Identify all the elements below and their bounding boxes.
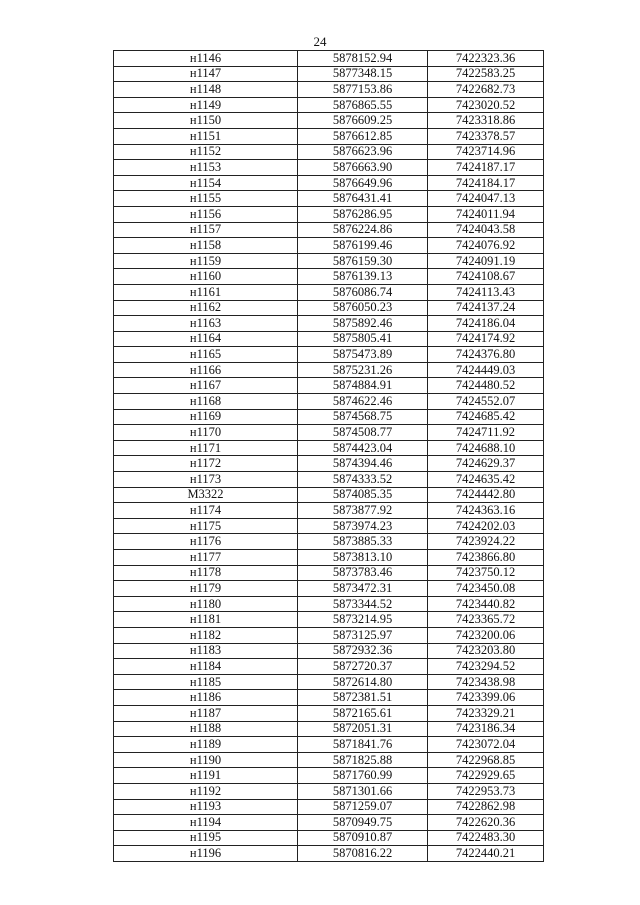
point-id-cell: н1161	[114, 284, 298, 300]
x-coordinate-cell: 5874884.91	[298, 378, 428, 394]
x-coordinate-cell: 5876139.13	[298, 269, 428, 285]
x-coordinate-cell: 5872720.37	[298, 659, 428, 675]
x-coordinate-cell: 5876199.46	[298, 238, 428, 254]
y-coordinate-cell: 7422682.73	[428, 82, 544, 98]
point-id-cell: н1155	[114, 191, 298, 207]
point-id-cell: н1193	[114, 799, 298, 815]
y-coordinate-cell: 7422323.36	[428, 51, 544, 67]
point-id-cell: н1186	[114, 690, 298, 706]
point-id-cell: н1148	[114, 82, 298, 98]
point-id-cell: н1154	[114, 175, 298, 191]
table-row	[114, 206, 544, 222]
x-coordinate-cell: 5876612.85	[298, 128, 428, 144]
y-coordinate-cell: 7423399.06	[428, 690, 544, 706]
y-coordinate-cell: 7424043.58	[428, 222, 544, 238]
table-row	[114, 503, 544, 519]
y-coordinate-cell: 7424187.17	[428, 160, 544, 176]
y-coordinate-cell: 7424174.92	[428, 331, 544, 347]
x-coordinate-cell: 5871301.66	[298, 783, 428, 799]
point-id-cell: н1169	[114, 409, 298, 425]
y-coordinate-cell: 7424711.92	[428, 425, 544, 441]
x-coordinate-cell: 5876663.90	[298, 160, 428, 176]
x-coordinate-cell: 5873344.52	[298, 596, 428, 612]
point-id-cell: н1152	[114, 144, 298, 160]
x-coordinate-cell: 5876086.74	[298, 284, 428, 300]
table-row	[114, 191, 544, 207]
x-coordinate-cell: 5875473.89	[298, 347, 428, 363]
table-row	[114, 565, 544, 581]
x-coordinate-cell: 5875231.26	[298, 362, 428, 378]
table-row	[114, 830, 544, 846]
x-coordinate-cell: 5873885.33	[298, 534, 428, 550]
table-row	[114, 222, 544, 238]
table-row	[114, 627, 544, 643]
point-id-cell: н1146	[114, 51, 298, 67]
x-coordinate-cell: 5876050.23	[298, 300, 428, 316]
x-coordinate-cell: 5871825.88	[298, 752, 428, 768]
y-coordinate-cell: 7422929.65	[428, 768, 544, 784]
table-row	[114, 518, 544, 534]
y-coordinate-cell: 7422862.98	[428, 799, 544, 815]
x-coordinate-cell: 5870949.75	[298, 815, 428, 831]
table-row	[114, 472, 544, 488]
y-coordinate-cell: 7422968.85	[428, 752, 544, 768]
x-coordinate-cell: 5872932.36	[298, 643, 428, 659]
point-id-cell: н1189	[114, 737, 298, 753]
table-row	[114, 82, 544, 98]
point-id-cell: н1168	[114, 394, 298, 410]
table-row	[114, 768, 544, 784]
y-coordinate-cell: 7423438.98	[428, 674, 544, 690]
y-coordinate-cell: 7423203.80	[428, 643, 544, 659]
x-coordinate-cell: 5872165.61	[298, 705, 428, 721]
x-coordinate-cell: 5872051.31	[298, 721, 428, 737]
point-id-cell: н1164	[114, 331, 298, 347]
point-id-cell: н1172	[114, 456, 298, 472]
x-coordinate-cell: 5876224.86	[298, 222, 428, 238]
point-id-cell: н1147	[114, 66, 298, 82]
y-coordinate-cell: 7424552.07	[428, 394, 544, 410]
point-id-cell: н1158	[114, 238, 298, 254]
coordinates-table-body	[114, 51, 544, 862]
table-row	[114, 846, 544, 862]
point-id-cell: н1177	[114, 550, 298, 566]
table-row	[114, 799, 544, 815]
x-coordinate-cell: 5872381.51	[298, 690, 428, 706]
table-row	[114, 238, 544, 254]
coordinates-table	[113, 50, 544, 862]
y-coordinate-cell: 7424011.94	[428, 206, 544, 222]
point-id-cell: н1156	[114, 206, 298, 222]
x-coordinate-cell: 5878152.94	[298, 51, 428, 67]
x-coordinate-cell: 5873472.31	[298, 581, 428, 597]
point-id-cell: н1182	[114, 627, 298, 643]
y-coordinate-cell: 7423186.34	[428, 721, 544, 737]
y-coordinate-cell: 7424186.04	[428, 316, 544, 332]
table-row	[114, 362, 544, 378]
x-coordinate-cell: 5871841.76	[298, 737, 428, 753]
x-coordinate-cell: 5873783.46	[298, 565, 428, 581]
table-row	[114, 51, 544, 67]
table-row	[114, 674, 544, 690]
y-coordinate-cell: 7423440.82	[428, 596, 544, 612]
y-coordinate-cell: 7423866.80	[428, 550, 544, 566]
x-coordinate-cell: 5876159.30	[298, 253, 428, 269]
y-coordinate-cell: 7423750.12	[428, 565, 544, 581]
y-coordinate-cell: 7424091.19	[428, 253, 544, 269]
y-coordinate-cell: 7423318.86	[428, 113, 544, 129]
point-id-cell: н1190	[114, 752, 298, 768]
y-coordinate-cell: 7424184.17	[428, 175, 544, 191]
x-coordinate-cell: 5876623.96	[298, 144, 428, 160]
table-row	[114, 300, 544, 316]
page-number: 24	[313, 34, 327, 49]
point-id-cell: н1187	[114, 705, 298, 721]
table-row	[114, 550, 544, 566]
y-coordinate-cell: 7424449.03	[428, 362, 544, 378]
table-row	[114, 269, 544, 285]
point-id-cell: н1194	[114, 815, 298, 831]
point-id-cell: н1188	[114, 721, 298, 737]
point-id-cell: н1195	[114, 830, 298, 846]
table-row	[114, 612, 544, 628]
x-coordinate-cell: 5873813.10	[298, 550, 428, 566]
table-row	[114, 596, 544, 612]
table-row	[114, 394, 544, 410]
point-id-cell: н1175	[114, 518, 298, 534]
x-coordinate-cell: 5876431.41	[298, 191, 428, 207]
table-row	[114, 643, 544, 659]
point-id-cell: М3322	[114, 487, 298, 503]
point-id-cell: н1181	[114, 612, 298, 628]
x-coordinate-cell: 5877153.86	[298, 82, 428, 98]
y-coordinate-cell: 7424376.80	[428, 347, 544, 363]
x-coordinate-cell: 5874333.52	[298, 472, 428, 488]
table-row	[114, 487, 544, 503]
x-coordinate-cell: 5873125.97	[298, 627, 428, 643]
x-coordinate-cell: 5876649.96	[298, 175, 428, 191]
y-coordinate-cell: 7422953.73	[428, 783, 544, 799]
point-id-cell: н1176	[114, 534, 298, 550]
table-row	[114, 534, 544, 550]
y-coordinate-cell: 7422483.30	[428, 830, 544, 846]
point-id-cell: н1162	[114, 300, 298, 316]
y-coordinate-cell: 7423365.72	[428, 612, 544, 628]
table-row	[114, 581, 544, 597]
table-row	[114, 721, 544, 737]
table-row	[114, 144, 544, 160]
point-id-cell: н1159	[114, 253, 298, 269]
table-row	[114, 409, 544, 425]
point-id-cell: н1150	[114, 113, 298, 129]
table-row	[114, 440, 544, 456]
table-row	[114, 97, 544, 113]
y-coordinate-cell: 7423450.08	[428, 581, 544, 597]
point-id-cell: н1151	[114, 128, 298, 144]
point-id-cell: н1170	[114, 425, 298, 441]
point-id-cell: н1184	[114, 659, 298, 675]
x-coordinate-cell: 5874394.46	[298, 456, 428, 472]
point-id-cell: н1173	[114, 472, 298, 488]
y-coordinate-cell: 7423020.52	[428, 97, 544, 113]
point-id-cell: н1167	[114, 378, 298, 394]
table-row	[114, 815, 544, 831]
table-row	[114, 752, 544, 768]
point-id-cell: н1196	[114, 846, 298, 862]
table-row	[114, 737, 544, 753]
x-coordinate-cell: 5873214.95	[298, 612, 428, 628]
table-row	[114, 160, 544, 176]
x-coordinate-cell: 5871259.07	[298, 799, 428, 815]
point-id-cell: н1166	[114, 362, 298, 378]
point-id-cell: н1160	[114, 269, 298, 285]
table-row	[114, 690, 544, 706]
x-coordinate-cell: 5874508.77	[298, 425, 428, 441]
x-coordinate-cell: 5876609.25	[298, 113, 428, 129]
table-row	[114, 347, 544, 363]
table-row	[114, 456, 544, 472]
point-id-cell: н1185	[114, 674, 298, 690]
table-row	[114, 284, 544, 300]
table-row	[114, 705, 544, 721]
y-coordinate-cell: 7424442.80	[428, 487, 544, 503]
x-coordinate-cell: 5874568.75	[298, 409, 428, 425]
x-coordinate-cell: 5874622.46	[298, 394, 428, 410]
y-coordinate-cell: 7422583.25	[428, 66, 544, 82]
table-row	[114, 66, 544, 82]
point-id-cell: н1178	[114, 565, 298, 581]
x-coordinate-cell: 5870910.87	[298, 830, 428, 846]
table-row	[114, 253, 544, 269]
point-id-cell: н1179	[114, 581, 298, 597]
point-id-cell: н1163	[114, 316, 298, 332]
y-coordinate-cell: 7424076.92	[428, 238, 544, 254]
x-coordinate-cell: 5877348.15	[298, 66, 428, 82]
y-coordinate-cell: 7424635.42	[428, 472, 544, 488]
x-coordinate-cell: 5870816.22	[298, 846, 428, 862]
point-id-cell: н1174	[114, 503, 298, 519]
x-coordinate-cell: 5875892.46	[298, 316, 428, 332]
x-coordinate-cell: 5873974.23	[298, 518, 428, 534]
point-id-cell: н1183	[114, 643, 298, 659]
y-coordinate-cell: 7423924.22	[428, 534, 544, 550]
table-row	[114, 128, 544, 144]
x-coordinate-cell: 5876865.55	[298, 97, 428, 113]
y-coordinate-cell: 7424363.16	[428, 503, 544, 519]
y-coordinate-cell: 7423378.57	[428, 128, 544, 144]
y-coordinate-cell: 7423200.06	[428, 627, 544, 643]
y-coordinate-cell: 7423294.52	[428, 659, 544, 675]
y-coordinate-cell: 7422620.36	[428, 815, 544, 831]
y-coordinate-cell: 7424688.10	[428, 440, 544, 456]
point-id-cell: н1191	[114, 768, 298, 784]
point-id-cell: н1180	[114, 596, 298, 612]
x-coordinate-cell: 5874423.04	[298, 440, 428, 456]
x-coordinate-cell: 5872614.80	[298, 674, 428, 690]
point-id-cell: н1149	[114, 97, 298, 113]
table-row	[114, 113, 544, 129]
table-row	[114, 378, 544, 394]
y-coordinate-cell: 7424480.52	[428, 378, 544, 394]
x-coordinate-cell: 5874085.35	[298, 487, 428, 503]
table-row	[114, 175, 544, 191]
point-id-cell: н1153	[114, 160, 298, 176]
y-coordinate-cell: 7424629.37	[428, 456, 544, 472]
x-coordinate-cell: 5873877.92	[298, 503, 428, 519]
y-coordinate-cell: 7424047.13	[428, 191, 544, 207]
table-row	[114, 783, 544, 799]
y-coordinate-cell: 7424113.43	[428, 284, 544, 300]
x-coordinate-cell: 5876286.95	[298, 206, 428, 222]
point-id-cell: н1157	[114, 222, 298, 238]
table-row	[114, 425, 544, 441]
y-coordinate-cell: 7424685.42	[428, 409, 544, 425]
y-coordinate-cell: 7422440.21	[428, 846, 544, 862]
y-coordinate-cell: 7424202.03	[428, 518, 544, 534]
point-id-cell: н1165	[114, 347, 298, 363]
table-row	[114, 659, 544, 675]
table-row	[114, 331, 544, 347]
point-id-cell: н1192	[114, 783, 298, 799]
x-coordinate-cell: 5875805.41	[298, 331, 428, 347]
x-coordinate-cell: 5871760.99	[298, 768, 428, 784]
y-coordinate-cell: 7423329.21	[428, 705, 544, 721]
point-id-cell: н1171	[114, 440, 298, 456]
y-coordinate-cell: 7423714.96	[428, 144, 544, 160]
y-coordinate-cell: 7424108.67	[428, 269, 544, 285]
y-coordinate-cell: 7424137.24	[428, 300, 544, 316]
y-coordinate-cell: 7423072.04	[428, 737, 544, 753]
table-row	[114, 316, 544, 332]
